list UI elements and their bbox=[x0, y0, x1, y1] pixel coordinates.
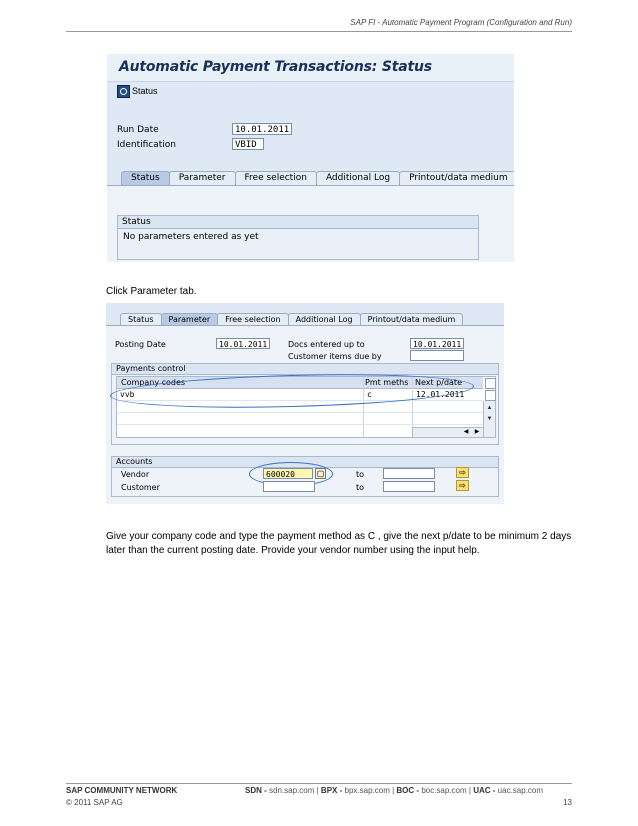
customer-items-label: Customer items due by bbox=[288, 352, 382, 361]
identification-field[interactable]: VBID bbox=[232, 138, 264, 150]
parameter-screenshot bbox=[106, 303, 504, 504]
multiple-selection-arrow-icon[interactable]: ⇨ bbox=[456, 480, 469, 491]
tab-strip bbox=[120, 313, 462, 325]
cell-pmt-meth[interactable]: c bbox=[367, 390, 372, 399]
tab-printout-data-medium[interactable]: Printout/data medium bbox=[360, 313, 464, 325]
run-date-field[interactable]: 10.01.2011 bbox=[232, 123, 292, 135]
customer-from-field[interactable] bbox=[263, 481, 315, 492]
vertical-scrollbar[interactable] bbox=[483, 401, 495, 437]
footer-network: SAP COMMUNITY NETWORK bbox=[66, 786, 178, 795]
input-help-icon[interactable]: ▢ bbox=[316, 469, 325, 478]
cell-company-code[interactable]: vvb bbox=[120, 390, 135, 399]
cell-next-pdate[interactable]: 12.01.2011 bbox=[416, 390, 465, 399]
uac-label: UAC - bbox=[473, 786, 496, 795]
tab-underline bbox=[106, 325, 504, 326]
status-group-title: Status bbox=[118, 216, 478, 229]
row-selector[interactable] bbox=[485, 390, 496, 401]
status-group bbox=[117, 215, 479, 260]
status-toolbar-label: Status bbox=[132, 86, 158, 96]
sdn-label: SDN - bbox=[245, 786, 267, 795]
header-divider bbox=[66, 31, 572, 32]
status-toolbar-button[interactable] bbox=[117, 84, 158, 98]
multiple-selection-arrow-icon[interactable]: ⇨ bbox=[456, 467, 469, 478]
run-date-label: Run Date bbox=[117, 125, 159, 135]
scroll-left-icon[interactable]: ◀ bbox=[463, 429, 469, 435]
screen-title-bar bbox=[107, 54, 514, 82]
table-settings-icon[interactable] bbox=[485, 378, 496, 389]
accounts-title: Accounts bbox=[112, 457, 498, 468]
tab-additional-log[interactable]: Additional Log bbox=[288, 313, 361, 325]
scroll-up-icon[interactable]: ▲ bbox=[486, 405, 493, 411]
col-company-codes: Company codes bbox=[121, 378, 186, 387]
tab-additional-log[interactable]: Additional Log bbox=[316, 171, 400, 185]
row-divider bbox=[117, 412, 483, 413]
customer-to-field[interactable] bbox=[383, 481, 435, 492]
col-pmt-meths: Pmt meths bbox=[365, 378, 409, 387]
customer-to-label: to bbox=[356, 483, 365, 492]
vendor-to-label: to bbox=[356, 470, 365, 479]
document-header-title: SAP FI - Automatic Payment Program (Configuration and Run) bbox=[350, 18, 572, 27]
posting-date-field[interactable]: 10.01.2011 bbox=[216, 338, 270, 349]
status-message: No parameters entered as yet bbox=[123, 232, 259, 242]
screen-title: Automatic Payment Transactions: Status bbox=[119, 59, 432, 75]
vendor-label: Vendor bbox=[121, 470, 150, 479]
scroll-right-icon[interactable]: ▶ bbox=[474, 429, 480, 435]
docs-entered-label: Docs entered up to bbox=[288, 340, 365, 349]
tab-strip bbox=[121, 171, 514, 185]
boc-label: BOC - bbox=[396, 786, 420, 795]
bpx-label: BPX - bbox=[320, 786, 343, 795]
col-next-pdate: Next p/date bbox=[415, 378, 462, 387]
tab-free-selection[interactable]: Free selection bbox=[235, 171, 317, 185]
footer-copyright: © 2011 SAP AG bbox=[66, 798, 123, 807]
instruction-parameters: Give your company code and type the payment method as C , give the next p/date to be minimum 2 days later than the current posting date. Provide your vendor number using the input help. bbox=[106, 531, 572, 556]
uac-link[interactable]: uac.sap.com bbox=[497, 786, 544, 795]
horizontal-scrollbar[interactable] bbox=[412, 427, 484, 438]
page-number: 13 bbox=[563, 798, 572, 807]
vendor-from-field[interactable]: 600020 bbox=[263, 468, 313, 479]
status-screenshot bbox=[107, 54, 514, 262]
bpx-link[interactable]: bpx.sap.com bbox=[344, 786, 390, 795]
tab-status[interactable]: Status bbox=[120, 313, 162, 325]
tab-free-selection[interactable]: Free selection bbox=[217, 313, 288, 325]
footer-links: SDN - sdn.sap.com | BPX - bpx.sap.com | BOC - boc.sap.com | UAC - uac.sap.com bbox=[245, 786, 544, 795]
tab-underline bbox=[107, 185, 514, 186]
tab-status[interactable]: Status bbox=[121, 171, 170, 185]
sdn-link[interactable]: sdn.sap.com bbox=[269, 786, 315, 795]
payments-control-title: Payments control bbox=[112, 364, 498, 375]
scroll-down-icon[interactable]: ▼ bbox=[486, 416, 493, 422]
identification-label: Identification bbox=[117, 140, 177, 150]
tab-parameter[interactable]: Parameter bbox=[161, 313, 219, 325]
footer-divider bbox=[66, 783, 572, 784]
tab-printout-data-medium[interactable]: Printout/data medium bbox=[399, 171, 514, 185]
status-icon bbox=[117, 85, 130, 98]
instruction-click-parameter: Click Parameter tab. bbox=[106, 286, 197, 297]
tab-parameter[interactable]: Parameter bbox=[169, 171, 236, 185]
customer-items-field[interactable] bbox=[410, 350, 464, 361]
boc-link[interactable]: boc.sap.com bbox=[421, 786, 467, 795]
customer-label: Customer bbox=[121, 483, 160, 492]
vendor-to-field[interactable] bbox=[383, 468, 435, 479]
posting-date-label: Posting Date bbox=[115, 340, 166, 349]
row-divider bbox=[117, 424, 483, 425]
docs-entered-field[interactable]: 10.01.2011 bbox=[410, 338, 464, 349]
